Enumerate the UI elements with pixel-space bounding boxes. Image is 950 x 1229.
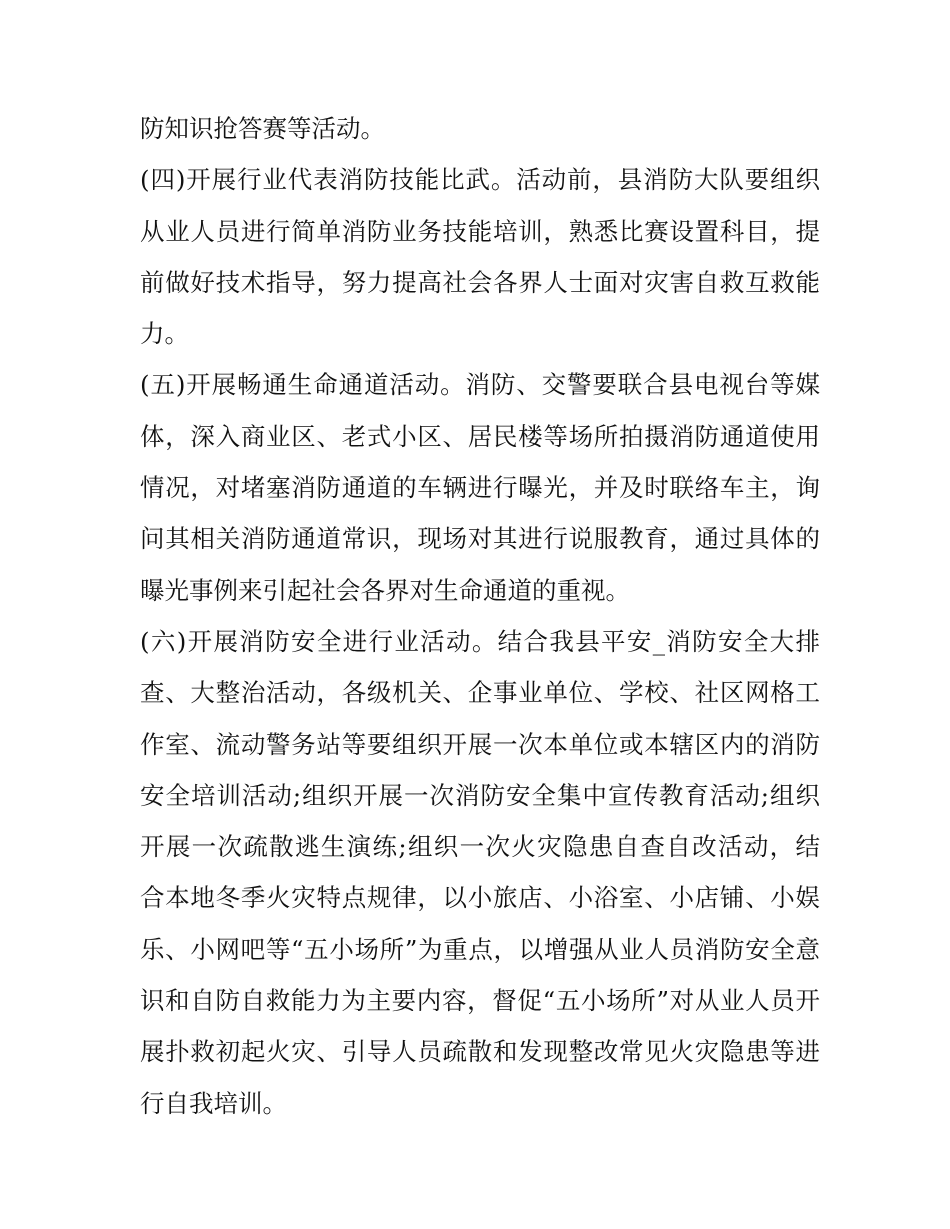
text-line: 情况，对堵塞消防通道的车辆进行曝光，并及时联络车主，询 [140,473,820,503]
text-line: (六)开展消防安全进行业活动。结合我县平安_消防安全大排 [140,626,820,656]
text-line: (四)开展行业代表消防技能比武。活动前，县消防大队要组织 [140,165,820,195]
text-line: 从业人员进行简单消防业务技能培训，熟悉比赛设置科目，提 [140,216,820,246]
text-line: (五)开展畅通生命通道活动。消防、交警要联合县电视台等媒 [140,370,820,400]
text-line: 查、大整治活动，各级机关、企事业单位、学校、社区网格工 [140,678,820,708]
text-line: 前做好技术指导，努力提高社会各界人士面对灾害自救互救能 [140,267,820,297]
document-body [140,103,820,1129]
text-line: 展扑救初起火灾、引导人员疏散和发现整改常见火灾隐患等进 [140,1037,820,1067]
text-line: 合本地冬季火灾特点规律，以小旅店、小浴室、小店铺、小娱 [140,883,820,913]
text-line: 防知识抢答赛等活动。 [140,114,385,143]
text-line: 作室、流动警务站等要组织开展一次本单位或本辖区内的消防 [140,729,820,759]
text-line: 曝光事例来引起社会各界对生命通道的重视。 [140,575,630,605]
text-line: 行自我培训。 [140,1088,287,1118]
text-line: 安全培训活动;组织开展一次消防安全集中宣传教育活动;组织 [140,780,820,810]
text-line: 力。 [140,319,189,349]
text-line: 识和自防自救能力为主要内容，督促“五小场所”对从业人员开 [140,986,820,1016]
text-line: 体，深入商业区、老式小区、居民楼等场所拍摄消防通道使用 [140,421,820,451]
text-line: 乐、小网吧等“五小场所”为重点，以增强从业人员消防安全意 [140,934,820,964]
text-line: 问其相关消防通道常识，现场对其进行说服教育，通过具体的 [140,524,820,554]
text-line: 开展一次疏散逃生演练;组织一次火灾隐患自查自改活动，结 [140,832,820,862]
